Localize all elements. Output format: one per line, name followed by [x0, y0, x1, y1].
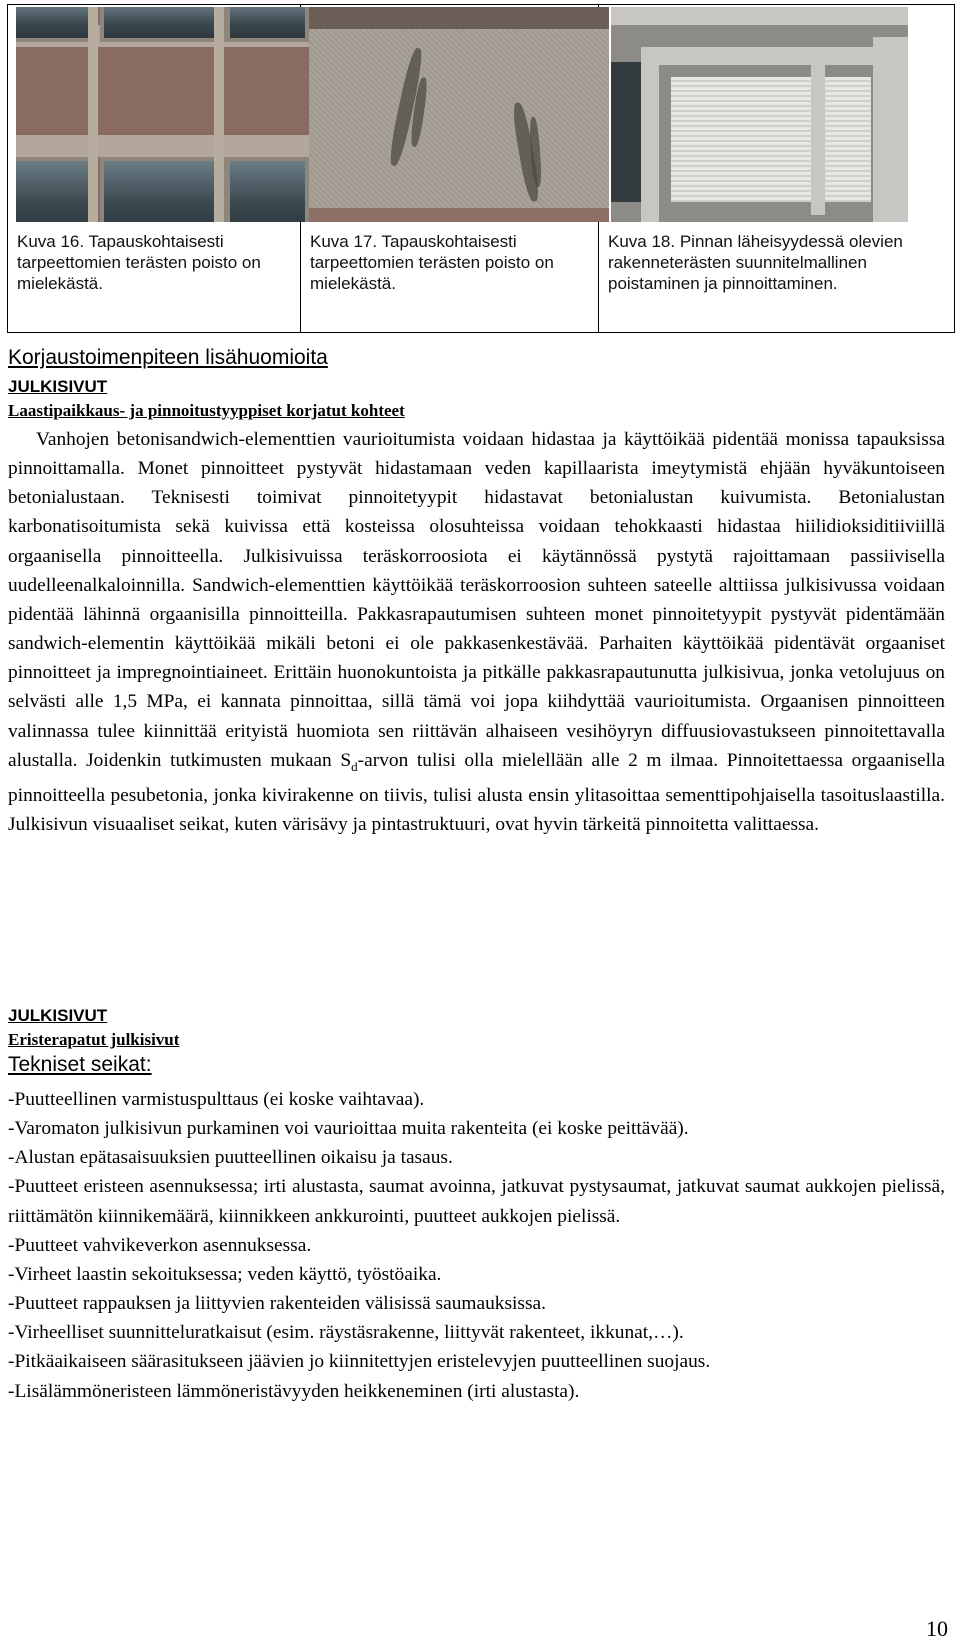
list-item: -Lisälämmöneristeen lämmöneristävyyden heikkeneminen (irti alustasta).: [8, 1380, 580, 1402]
subheading-laastipaikkaus: Laastipaikkaus- ja pinnoitustyyppiset korjatut kohteet: [8, 401, 405, 420]
list-item: -Puutteellinen varmistuspulttaus (ei koske vaihtavaa).: [8, 1089, 425, 1110]
figure-caption: Kuva 17. Tapauskohtaisesti tarpeettomien terästen poisto on mielekästä.: [310, 232, 554, 293]
figure-caption: Kuva 16. Tapauskohtaisesti tarpeettomien terästen poisto on mielekästä.: [17, 232, 261, 293]
tech-list: [8, 1085, 945, 1406]
list-item: -Pitkäaikaiseen säärasitukseen jäävien jo kiinnitettyjen eristelevyjen puutteellinen suojaus.: [8, 1351, 711, 1373]
list-item: -Virheet laastin sekoituksessa; veden käyttö, työstöaika.: [8, 1263, 442, 1285]
section-title: Korjaustoimenpiteen lisähuomioita: [8, 346, 328, 369]
list-item: -Puutteet rappauksen ja liittyvien rakenteiden välisissä saumauksissa.: [8, 1293, 546, 1315]
figure-cell-18: [599, 5, 955, 333]
figure-caption: Kuva 18. Pinnan läheisyydessä olevien rakenneterästen suunnitelmallinen poistaminen ja pinnoittaminen.: [608, 232, 903, 293]
tech-title: Tekniset seikat:: [8, 1053, 152, 1076]
paragraph-text: Vanhojen betonisandwich-elementtien vaurioitumista voidaan hidastaa ja käyttöikää pidentää monissa tapauksissa pinnoittamalla. Monet pinnoitteet pystyvät hidastamaan veden kapillaarista imeytymistä ehjään hyväkuntoiseen betonialustaan. Teknisesti toimivat pinnoitetyypit hidastavat betonialustan kuivumista. Betonialustan karbonatisoitumista sekä kuivissa että kosteissa olosuhteissa voidaan tehokkaasti hidastaa hiilidioksiditiiviillä orgaanisella pinnoitteella. Julkisivuissa teräskorroosiota ei käytännössä pystytä rajoittamaan passiivisella uudelleenalkaloinnilla. Sandwich-elementtien käyttöikää teräskorroosion suhteen sateelle alttiissa julkisivussa voidaan pidentää lähinnä orgaanisilla pinnoitteilla. Pakkasrapautumisen suhteen monet pinnoitetyypit pystyvät pidentämään sandwich-elementin käyttöikää mikäli betoni ei ole pakkasenkestävää. Parhaiten käyttöikää pidentävät orgaaniset pinnoitteet ja impregnointiaineet. Erittäin huonokuntoista ja pitkälle pakkasrapautunutta julkisivua, jonka vetolujuus on selvästi alle 1,5 MPa, ei kannata pinnoittaa, sillä tämä voi jopa kiihdyttää vaurioitumista. Orgaanisen pinnoitteen valinnassa tulee kiinnittää erityistä huomiota sen riittävän alhaiseen vesihöyryn diffuusiovastukseen pinnoitettavalla alustalla. Joidenkin tutkimusten mukaan S: [8, 429, 945, 771]
list-item: -Varomaton julkisivun purkaminen voi vaurioittaa muita rakenteita (ei koske peittävää).: [8, 1118, 689, 1140]
list-item: -Alustan epätasaisuuksien puutteellinen oikaisu ja tasaus.: [8, 1147, 453, 1169]
photo-facade-brown: [16, 7, 311, 222]
body-paragraph: [8, 425, 945, 839]
figure-cell-17: [301, 5, 599, 333]
subscript-d: d: [351, 758, 358, 774]
list-item: -Puutteet eristeen asennuksessa; irti alustasta, saumat avoinna, jatkuvat pystysaumat, jatkuvat saumat aukkojen pielissä, riittämätön kiinnikemäärä, kiinnikkeen ankkurointi, puutteet aukkojen pielissä.: [8, 1176, 945, 1227]
list-item: -Puutteet vahvikeverkon asennuksessa.: [8, 1234, 312, 1256]
figure-cell-16: [8, 5, 301, 333]
heading-julkisivut: JULKISIVUT: [8, 377, 108, 396]
paragraph-text-continued: -arvon tulisi olla mielellään alle 2 m ilmaa. Pinnoitettaessa orgaanisella pinnoitteella pesubetonia, jonka kivirakenne on tiivis, tulisi alusta ensin ylitasoittaa sementtipohjaisella tasoituslaastilla. Julkisivun visuaaliset seikat, kuten värisävy ja pintastruktuuri, ovat hyvin tärkeitä pinnoitetta valittaessa.: [8, 749, 946, 835]
heading-julkisivut-2: JULKISIVUT: [8, 1006, 108, 1025]
figure-table: [7, 4, 955, 333]
subheading-eristerapatut: Eristerapatut julkisivut: [8, 1030, 180, 1049]
photo-concrete-panel: [309, 7, 609, 222]
photo-facade-grey: [611, 7, 908, 222]
page-number: 10: [926, 1616, 948, 1641]
list-item: -Virheelliset suunnitteluratkaisut (esim. räystäsrakenne, liittyvät rakenteet, ikkunat,…).: [8, 1322, 684, 1344]
